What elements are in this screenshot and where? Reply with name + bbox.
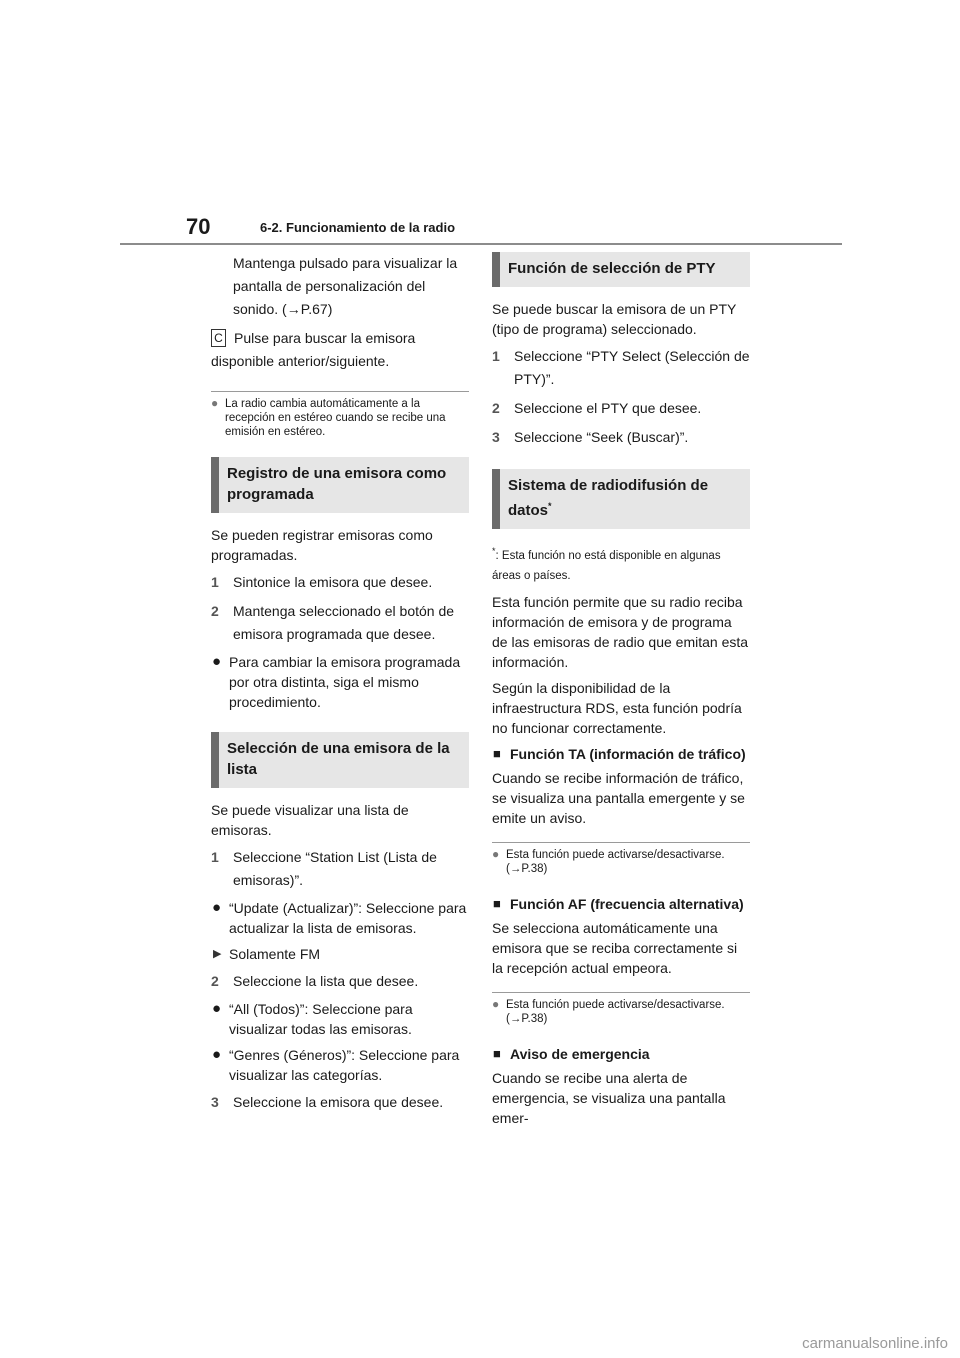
sec4-p2: Según la disponibilidad de la infraestructura RDS, esta función podría no funcionar correctamente. <box>492 679 742 736</box>
badge-c-paragraph <box>211 327 469 373</box>
step-text: Mantenga seleccionado el botón de emisora programada que desee. <box>233 603 455 642</box>
note-bullet-icon: ● <box>492 846 500 861</box>
asterisk-note <box>492 541 750 586</box>
sec2-step-2 <box>211 970 469 993</box>
step-number: 1 <box>211 574 219 590</box>
sub-emergency-title: Aviso de emergencia <box>510 1045 650 1062</box>
badge-c: C <box>211 329 226 347</box>
step-number: 2 <box>492 400 500 416</box>
sub-ta-title: Función TA (información de tráfico) <box>510 745 746 762</box>
step-number: 1 <box>492 348 500 364</box>
sec2-step-3 <box>211 1091 469 1114</box>
running-head: 6-2. Funcionamiento de la radio <box>260 220 456 235</box>
sub-ta <box>492 744 750 764</box>
step-number: 3 <box>211 1094 219 1110</box>
step-text: Seleccione el PTY que desee. <box>514 400 702 416</box>
bullet-text: “Update (Actualizar)”: Seleccione para actualizar la lista de emisoras. <box>229 900 467 936</box>
square-bullet-icon: ■ <box>493 895 501 911</box>
square-bullet-icon: ■ <box>493 745 501 761</box>
section-rds <box>492 469 750 529</box>
triangle-right-icon: ▶ <box>213 948 222 960</box>
sec1-bullet <box>211 652 469 712</box>
sub-af-title: Función AF (frecuencia alternativa) <box>510 895 744 912</box>
right-column <box>492 252 750 1134</box>
sec1-intro: Se pueden registrar emisoras como programadas. <box>211 527 433 563</box>
note-stereo <box>211 391 469 439</box>
sec3-intro: Se puede buscar la emisora de un PTY (tipo de programa) seleccionado. <box>492 301 737 337</box>
sec3-step-1 <box>492 345 750 391</box>
page-number: 70 <box>186 214 211 239</box>
step-text: Seleccione “Seek (Buscar)”. <box>514 429 689 445</box>
note-af <box>492 992 750 1026</box>
sec2-step-1 <box>211 846 469 892</box>
note-bullet-icon: ● <box>211 396 219 410</box>
step-number: 2 <box>211 973 219 989</box>
step-number: 1 <box>211 849 219 865</box>
tri-text: Solamente FM <box>229 946 321 962</box>
bullet-icon: ● <box>212 1046 222 1063</box>
section-pty: Función de selección de PTY <box>492 252 750 287</box>
watermark: carmanualsonline.info <box>802 1335 948 1352</box>
section-rds-title: Sistema de radiodifusión de datos <box>508 477 709 519</box>
step-text: Sintonice la emisora que desee. <box>233 574 433 590</box>
intro-line: Mantenga pulsado para visualizar la pantalla de personalización del sonido. (→P.67) <box>233 255 458 317</box>
note-ta-text: Esta función puede activarse/desactivarse. (→P.38) <box>506 848 725 875</box>
sub-af <box>492 894 750 914</box>
note-af-text: Esta función puede activarse/desactivarse. (→P.38) <box>506 998 725 1025</box>
step-number: 2 <box>211 603 219 619</box>
note-ta <box>492 842 750 876</box>
step-text: Seleccione “Station List (Lista de emisoras)”. <box>233 849 437 888</box>
sub-emergency <box>492 1044 750 1064</box>
bullet-icon: ● <box>212 899 222 916</box>
sec2-fm-only <box>211 944 469 964</box>
section-register-preset: Registro de una emisora como programada <box>211 457 469 513</box>
note-stereo-text: La radio cambia automáticamente a la recepción en estéreo cuando se recibe una emisión en estéreo. <box>225 398 446 438</box>
sec2-intro: Se puede visualizar una lista de emisoras. <box>211 802 409 838</box>
square-bullet-icon: ■ <box>493 1045 501 1061</box>
sub-ta-text: Cuando se recibe información de tráfico, se visualiza una pantalla emergente y se emite un aviso. <box>492 769 745 826</box>
sec3-step-2 <box>492 397 750 420</box>
sec3-step-3 <box>492 426 750 449</box>
note-bullet-icon: ● <box>492 996 500 1011</box>
bullet-text: Para cambiar la emisora programada por otra distinta, siga el mismo procedimiento. <box>229 654 461 710</box>
step-text: Seleccione la emisora que desee. <box>233 1094 444 1110</box>
bullet-icon: ● <box>212 1000 222 1017</box>
sec1-step-1 <box>211 571 469 594</box>
badge-c-text: Pulse para buscar la emisora disponible anterior/siguiente. <box>211 330 416 369</box>
sub-emergency-text: Cuando se recibe una alerta de emergencia, se visualiza una pantalla emer- <box>492 1069 726 1126</box>
bullet-text: “Genres (Géneros)”: Seleccione para visualizar las categorías. <box>229 1047 460 1083</box>
step-text: Seleccione la lista que desee. <box>233 973 419 989</box>
asterisk-mark: * <box>492 546 496 556</box>
bullet-text: “All (Todos)”: Seleccione para visualizar todas las emisoras. <box>229 1001 413 1037</box>
bullet-icon: ● <box>212 653 222 670</box>
asterisk-note-text: : Esta función no está disponible en algunas áreas o países. <box>492 549 721 582</box>
sub-af-text: Se selecciona automáticamente una emisora que se reciba correctamente si la recepción actual empeora. <box>492 919 738 976</box>
header-rule <box>120 243 842 245</box>
section-station-list: Selección de una emisora de la lista <box>211 732 469 788</box>
sec2-bullet-genres <box>211 1045 469 1085</box>
step-text: Seleccione “PTY Select (Selección de PTY)”. <box>514 348 750 387</box>
step-number: 3 <box>492 429 500 445</box>
sec1-step-2 <box>211 600 469 646</box>
sec2-bullet-update <box>211 898 469 938</box>
section-rds-asterisk: * <box>548 501 552 511</box>
sec2-bullet-all <box>211 999 469 1039</box>
left-column <box>211 252 469 1120</box>
sec4-p1: Esta función permite que su radio reciba información de emisora y de programa de las emisoras de radio que emitan esta información. <box>492 593 749 670</box>
